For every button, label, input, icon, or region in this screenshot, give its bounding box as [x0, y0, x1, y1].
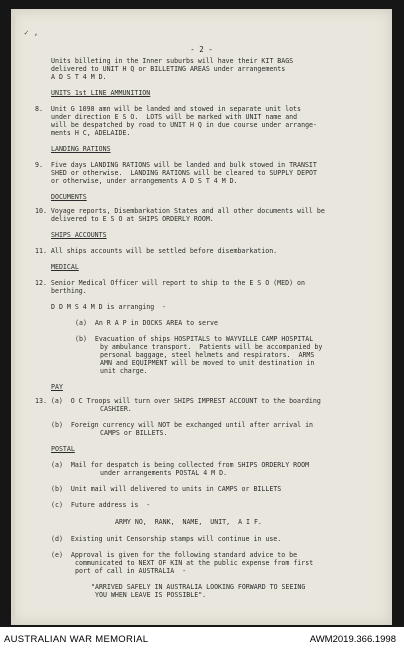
text-line: SHED or otherwise. LANDING RATIONS will be cleared to SUPPLY DEPOT [51, 169, 317, 177]
text-line: by ambulance transport. Patients will be accompanied by [100, 343, 323, 351]
text-line: Units billeting in the Inner suburbs will have their KIT BAGS [51, 57, 294, 65]
text-line: A D S T 4 M D. [51, 73, 107, 81]
text-line: D D M S 4 M D is arranging - [51, 303, 167, 311]
section-heading: UNITS 1st LINE AMMUNITION [51, 89, 151, 97]
text-line: 8. Unit G 1098 amn will be landed and stowed in separate unit lots [35, 105, 301, 113]
text-line: (b) Unit mail will delivered to units in CAMPS or BILLETS [51, 485, 282, 493]
text-line: (b) Evacuation of ships HOSPITALS to WAYVILLE CAMP HOSPITAL [75, 335, 314, 343]
text-line: berthing. [51, 287, 87, 295]
text-line: port of call in AUSTRALIA - [75, 567, 187, 575]
text-line: 12. Senior Medical Officer will report to ship to the E S O (MED) on [35, 279, 305, 287]
text-line: under direction E S O. LOTS will be marked with UNIT name and [51, 113, 298, 121]
text-line: delivered to UNIT H Q or BILLETING AREAS under arrangements [51, 65, 286, 73]
text-line: 9. Five days LANDING RATIONS will be landed and bulk stowed in TRANSIT [35, 161, 317, 169]
text-line: (d) Existing unit Censorship stamps will continue in use. [51, 535, 282, 543]
text-line: personal baggage, steel helmets and respirators. ARMS [100, 351, 315, 359]
text-line: under arrangements POSTAL 4 M D. [100, 469, 228, 477]
text-line: (e) Approval is given for the following standard advice to be [51, 551, 298, 559]
footer-bar [0, 627, 404, 653]
section-heading: DOCUMENTS [51, 193, 87, 201]
section-heading: LANDING RATIONS [51, 145, 111, 153]
text-line: (c) Future address is - [51, 501, 151, 509]
text-line: ARMY NO, RANK, NAME, UNIT, A I F. [115, 518, 262, 526]
section-heading: SHIPS ACCOUNTS [51, 231, 107, 239]
document-page [11, 9, 392, 625]
section-heading: POSTAL [51, 445, 75, 453]
text-line: will be despatched by road to UNIT H Q in due course under arrange- [51, 121, 317, 129]
text-line: communicated to NEXT OF KIN at the public expense from first [75, 559, 314, 567]
handwritten-mark: ✓ , [24, 28, 39, 37]
text-line: "ARRIVED SAFELY IN AUSTRALIA LOOKING FORWARD TO SEEING [91, 583, 306, 591]
text-line: 13. (a) O C Troops will turn over SHIPS IMPREST ACCOUNT to the boarding [35, 397, 321, 405]
section-heading: MEDICAL [51, 263, 79, 271]
text-line: unit charge. [100, 367, 148, 375]
text-line: or otherwise, under arrangements A D S T 4 M D. [51, 177, 238, 185]
footer-source: AUSTRALIAN WAR MEMORIAL [4, 634, 149, 645]
text-line: CAMPS or BILLETS. [100, 429, 168, 437]
text-line: delivered to E S O at SHIPS ORDERLY ROOM. [51, 215, 214, 223]
text-line: ments H C, ADELAIDE. [51, 129, 131, 137]
text-line: AMN and EQUIPMENT will be moved to unit destination in [100, 359, 315, 367]
text-line: YOU WHEN LEAVE IS POSSIBLE". [95, 591, 207, 599]
text-line: (a) Mail for despatch is being collected from SHIPS ORDERLY ROOM [51, 461, 310, 469]
document-body [11, 9, 392, 625]
section-heading: PAY [51, 383, 63, 391]
text-line: CASHIER. [100, 405, 132, 413]
page-number: - 2 - [190, 45, 213, 54]
text-line: 10. Voyage reports, Disembarkation States and all other documents will be [35, 207, 325, 215]
text-line: (a) An R A P in DOCKS AREA to serve [75, 319, 218, 327]
text-line: (b) Foreign currency will NOT be exchanged until after arrival in [51, 421, 314, 429]
text-line: 11. All ships accounts will be settled before disembarkation. [35, 247, 278, 255]
footer-accession-number: AWM2019.366.1998 [309, 634, 396, 645]
